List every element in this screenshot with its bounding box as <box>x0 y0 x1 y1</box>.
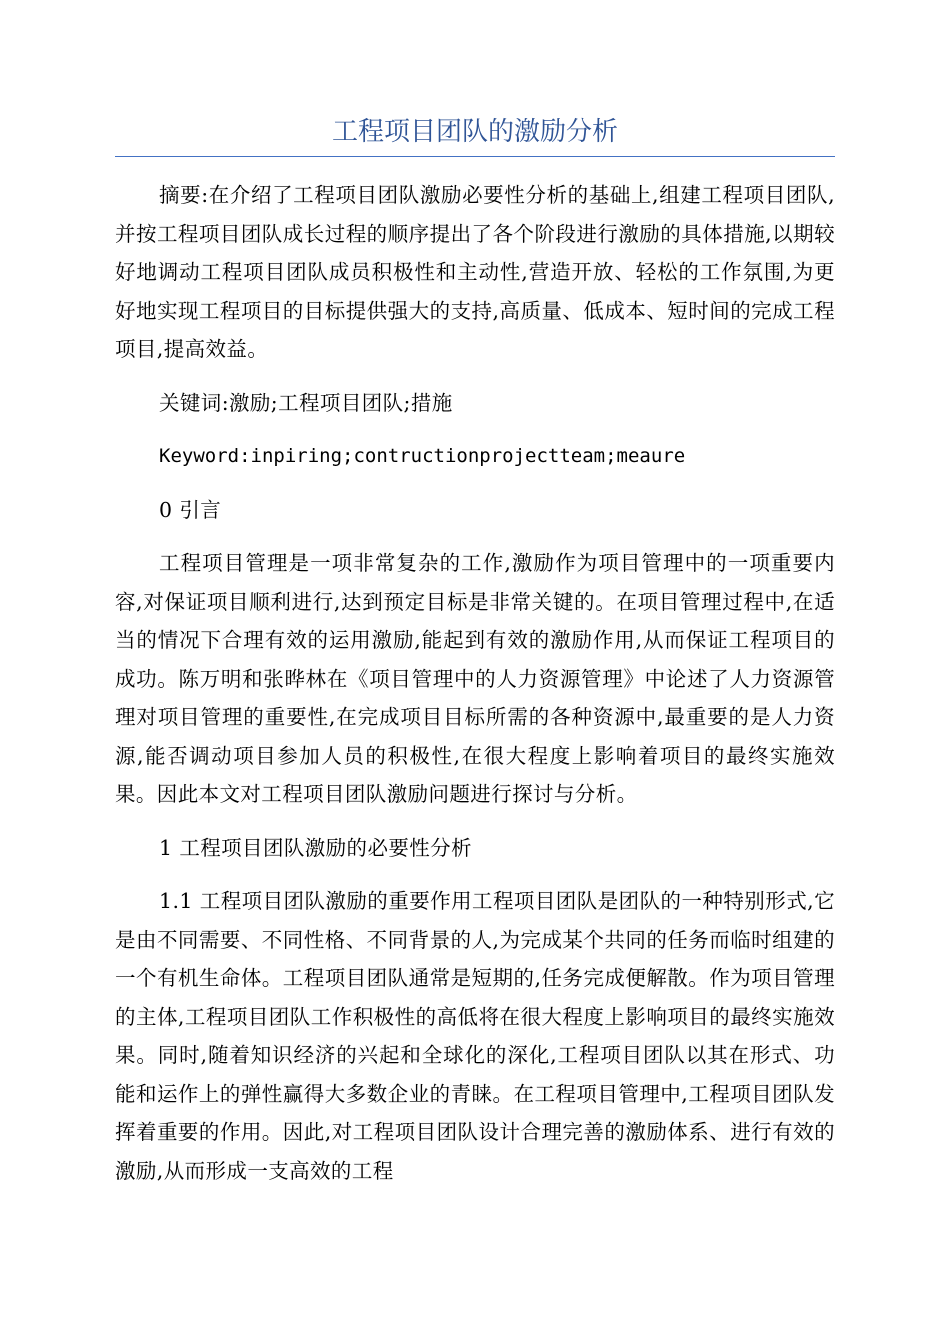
title-block <box>115 112 835 157</box>
intro-paragraph: 工程项目管理是一项非常复杂的工作,激励作为项目管理中的一项重要内容,对保证项目顺利进行,达到预定目标是非常关键的。在项目管理过程中,在适当的情况下合理有效的运用激励,能起到有效的激励作用,从而保证工程项目的成功。陈万明和张晔林在《项目管理中的人力资源管理》中论述了人力资源管理对项目管理的重要性,在完成项目目标所需的各种资源中,最重要的是人力资源,能否调动项目参加人员的积极性,在很大程度上影响着项目的最终实施效果。因此本文对工程项目团队激励问题进行探讨与分析。 <box>115 551 835 806</box>
document-title: 工程项目团队的激励分析 <box>331 117 618 147</box>
section-1-1-paragraph: 1.1 工程项目团队激励的重要作用工程项目团队是团队的一种特别形式,它是由不同需要、不同性格、不同背景的人,为完成某个共同的任务而临时组建的一个有机生命体。工程项目团队通常是短期的,任务完成便解散。作为项目管理的主体,工程项目团队工作积极性的高低将在很大程度上影响项目的最终实施效果。同时,随着知识经济的兴起和全球化的深化,工程项目团队以其在形式、功能和运作上的弹性赢得大多数企业的青睐。在工程项目管理中,工程项目团队发挥着重要的作用。因此,对工程项目团队设计合理完善的激励体系、进行有效的激励,从而形成一支高效的工程 <box>115 889 835 1183</box>
keywords-en: Keyword:inpiring;contructionprojectteam;meaure <box>159 445 686 467</box>
document-body <box>115 176 835 1205</box>
section-heading-1: 1 工程项目团队激励的必要性分析 <box>159 835 472 860</box>
keywords-cn: 关键词:激励;工程项目团队;措施 <box>159 390 453 415</box>
abstract-paragraph: 摘要:在介绍了工程项目团队激励必要性分析的基础上,组建工程项目团队,并按工程项目团队成长过程的顺序提出了各个阶段进行激励的具体措施,以期较好地调动工程项目团队成员积极性和主动性,营造开放、轻松的工作氛围,为更好地实现工程项目的目标提供强大的支持,高质量、低成本、短时间的完成工程项目,提高效益。 <box>115 183 835 361</box>
section-heading-intro: 0 引言 <box>159 497 222 522</box>
